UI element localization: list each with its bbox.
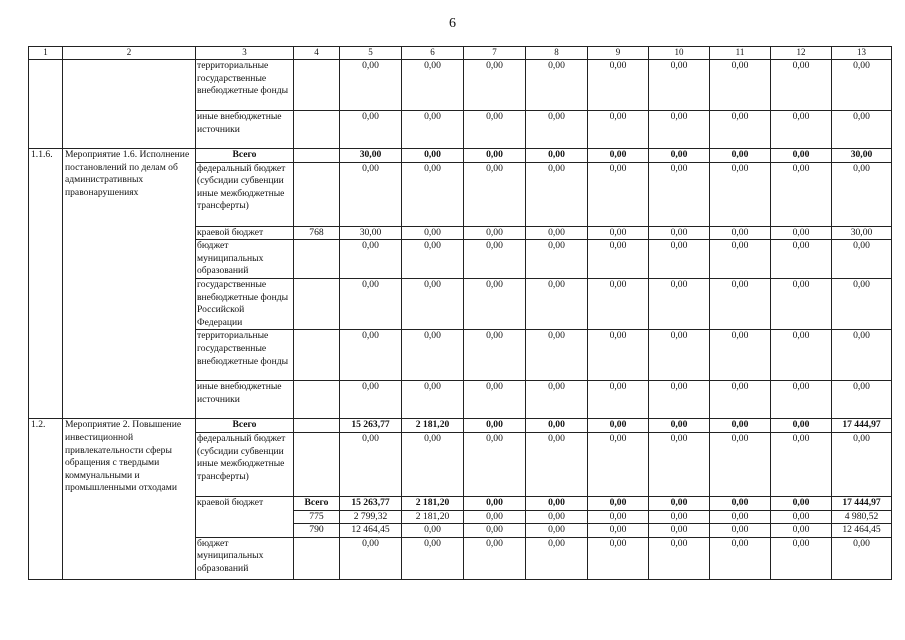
value-cell: 0,00 — [340, 278, 402, 329]
code-cell — [294, 537, 340, 579]
value-cell: 2 181,20 — [402, 419, 464, 433]
value-cell: 0,00 — [771, 60, 832, 111]
code-cell: 775 — [294, 510, 340, 524]
value-cell: 0,00 — [588, 432, 649, 496]
value-cell: 0,00 — [340, 537, 402, 579]
value-cell: 30,00 — [832, 149, 892, 163]
value-cell: 0,00 — [464, 111, 526, 149]
value-cell: 0,00 — [710, 510, 771, 524]
value-cell: 0,00 — [649, 226, 710, 240]
column-header: 7 — [464, 47, 526, 60]
value-cell: 0,00 — [588, 149, 649, 163]
value-cell: 0,00 — [402, 381, 464, 419]
value-cell: 0,00 — [526, 496, 588, 510]
value-cell: 0,00 — [649, 432, 710, 496]
value-cell: 0,00 — [588, 226, 649, 240]
value-cell: 0,00 — [649, 524, 710, 538]
value-cell: 0,00 — [464, 60, 526, 111]
value-cell: 0,00 — [588, 278, 649, 329]
value-cell: 0,00 — [771, 419, 832, 433]
value-cell: 0,00 — [526, 149, 588, 163]
item-number-cell — [29, 60, 63, 149]
code-cell — [294, 111, 340, 149]
value-cell: 0,00 — [771, 537, 832, 579]
value-cell: 0,00 — [832, 432, 892, 496]
total-label-cell: Всего — [196, 149, 294, 163]
value-cell: 0,00 — [771, 432, 832, 496]
column-header: 5 — [340, 47, 402, 60]
value-cell: 0,00 — [588, 381, 649, 419]
value-cell: 0,00 — [402, 162, 464, 226]
value-cell: 0,00 — [832, 537, 892, 579]
code-cell: Всего — [294, 496, 340, 510]
value-cell: 0,00 — [464, 381, 526, 419]
value-cell: 0,00 — [649, 537, 710, 579]
value-cell: 0,00 — [402, 111, 464, 149]
value-cell: 0,00 — [402, 537, 464, 579]
value-cell: 0,00 — [402, 226, 464, 240]
value-cell: 0,00 — [526, 381, 588, 419]
value-cell: 0,00 — [526, 537, 588, 579]
funding-source-cell: бюджет муниципальных образований — [196, 240, 294, 279]
value-cell: 0,00 — [710, 496, 771, 510]
code-cell — [294, 381, 340, 419]
value-cell: 0,00 — [710, 60, 771, 111]
value-cell: 12 464,45 — [340, 524, 402, 538]
value-cell: 0,00 — [588, 510, 649, 524]
code-cell — [294, 149, 340, 163]
value-cell: 0,00 — [464, 537, 526, 579]
value-cell: 0,00 — [464, 330, 526, 381]
value-cell: 0,00 — [710, 240, 771, 279]
value-cell: 0,00 — [649, 510, 710, 524]
value-cell: 0,00 — [464, 419, 526, 433]
value-cell: 0,00 — [710, 524, 771, 538]
value-cell: 0,00 — [588, 524, 649, 538]
value-cell: 0,00 — [771, 226, 832, 240]
value-cell: 0,00 — [710, 162, 771, 226]
value-cell: 0,00 — [710, 226, 771, 240]
value-cell: 0,00 — [771, 149, 832, 163]
column-header: 2 — [63, 47, 196, 60]
value-cell: 0,00 — [710, 381, 771, 419]
value-cell: 0,00 — [588, 162, 649, 226]
value-cell: 0,00 — [649, 149, 710, 163]
value-cell: 0,00 — [832, 330, 892, 381]
value-cell: 0,00 — [464, 432, 526, 496]
item-name-cell — [63, 60, 196, 149]
value-cell: 0,00 — [402, 240, 464, 279]
value-cell: 15 263,77 — [340, 496, 402, 510]
column-number-row — [29, 47, 892, 60]
item-name-cell: Мероприятие 1.6. Исполнение постановлений по делам об административных правонарушениях — [63, 149, 196, 419]
value-cell: 0,00 — [340, 330, 402, 381]
funding-source-cell: краевой бюджет — [196, 496, 294, 537]
value-cell: 0,00 — [649, 330, 710, 381]
value-cell: 0,00 — [464, 496, 526, 510]
value-cell: 0,00 — [526, 111, 588, 149]
code-cell — [294, 330, 340, 381]
value-cell: 0,00 — [832, 240, 892, 279]
item-name-cell: Мероприятие 2. Повышение инвестиционной привлекательности сферы обращения с твердыми коммунальными и промышленными отходами — [63, 419, 196, 579]
code-cell — [294, 162, 340, 226]
value-cell: 0,00 — [649, 60, 710, 111]
value-cell: 0,00 — [832, 381, 892, 419]
value-cell: 0,00 — [710, 432, 771, 496]
column-header: 9 — [588, 47, 649, 60]
funding-source-cell: государственные внебюджетные фонды Российской Федерации — [196, 278, 294, 329]
item-number-cell: 1.2. — [29, 419, 63, 579]
column-header: 1 — [29, 47, 63, 60]
value-cell: 0,00 — [588, 60, 649, 111]
value-cell: 0,00 — [588, 240, 649, 279]
column-header: 11 — [710, 47, 771, 60]
funding-source-cell: краевой бюджет — [196, 226, 294, 240]
value-cell: 0,00 — [340, 381, 402, 419]
value-cell: 0,00 — [710, 278, 771, 329]
value-cell: 17 444,97 — [832, 496, 892, 510]
column-header: 6 — [402, 47, 464, 60]
value-cell: 30,00 — [832, 226, 892, 240]
value-cell: 0,00 — [771, 278, 832, 329]
value-cell: 0,00 — [526, 162, 588, 226]
value-cell: 0,00 — [464, 240, 526, 279]
value-cell: 0,00 — [340, 162, 402, 226]
value-cell: 15 263,77 — [340, 419, 402, 433]
value-cell: 0,00 — [526, 240, 588, 279]
value-cell: 0,00 — [649, 381, 710, 419]
value-cell: 0,00 — [771, 496, 832, 510]
value-cell: 0,00 — [710, 149, 771, 163]
table-row — [29, 60, 892, 111]
value-cell: 0,00 — [771, 240, 832, 279]
column-header: 12 — [771, 47, 832, 60]
value-cell: 30,00 — [340, 149, 402, 163]
value-cell: 0,00 — [402, 278, 464, 329]
value-cell: 0,00 — [832, 162, 892, 226]
code-cell — [294, 278, 340, 329]
column-header: 13 — [832, 47, 892, 60]
value-cell: 0,00 — [340, 432, 402, 496]
value-cell: 0,00 — [340, 240, 402, 279]
value-cell: 0,00 — [340, 60, 402, 111]
value-cell: 0,00 — [832, 111, 892, 149]
value-cell: 0,00 — [832, 60, 892, 111]
value-cell: 0,00 — [771, 330, 832, 381]
code-cell — [294, 240, 340, 279]
value-cell: 0,00 — [526, 510, 588, 524]
value-cell: 0,00 — [464, 149, 526, 163]
value-cell: 0,00 — [649, 111, 710, 149]
code-cell: 768 — [294, 226, 340, 240]
value-cell: 0,00 — [588, 111, 649, 149]
code-cell: 790 — [294, 524, 340, 538]
funding-source-cell: территориальные государственные внебюджетные фонды — [196, 330, 294, 381]
value-cell: 0,00 — [526, 432, 588, 496]
funding-source-cell: территориальные государственные внебюджетные фонды — [196, 60, 294, 111]
funding-source-cell: иные внебюджетные источники — [196, 111, 294, 149]
value-cell: 0,00 — [526, 330, 588, 381]
total-label-cell: Всего — [196, 419, 294, 433]
value-cell: 0,00 — [340, 111, 402, 149]
value-cell: 0,00 — [588, 419, 649, 433]
value-cell: 0,00 — [710, 330, 771, 381]
value-cell: 0,00 — [402, 60, 464, 111]
column-header: 3 — [196, 47, 294, 60]
value-cell: 0,00 — [832, 278, 892, 329]
value-cell: 0,00 — [464, 278, 526, 329]
value-cell: 0,00 — [526, 278, 588, 329]
column-header: 10 — [649, 47, 710, 60]
value-cell: 0,00 — [771, 162, 832, 226]
value-cell: 0,00 — [464, 510, 526, 524]
funding-source-cell: бюджет муниципальных образований — [196, 537, 294, 579]
funding-source-cell: федеральный бюджет (субсидии субвенции иные межбюджетные трансферты) — [196, 162, 294, 226]
code-cell — [294, 60, 340, 111]
value-cell: 0,00 — [464, 162, 526, 226]
value-cell: 0,00 — [649, 496, 710, 510]
value-cell: 0,00 — [771, 510, 832, 524]
value-cell: 0,00 — [526, 226, 588, 240]
value-cell: 0,00 — [649, 278, 710, 329]
value-cell: 0,00 — [710, 537, 771, 579]
value-cell: 12 464,45 — [832, 524, 892, 538]
code-cell — [294, 419, 340, 433]
value-cell: 17 444,97 — [832, 419, 892, 433]
value-cell: 0,00 — [710, 111, 771, 149]
value-cell: 0,00 — [649, 240, 710, 279]
value-cell: 0,00 — [771, 524, 832, 538]
value-cell: 0,00 — [402, 524, 464, 538]
value-cell: 0,00 — [771, 111, 832, 149]
value-cell: 0,00 — [588, 496, 649, 510]
funding-source-cell: федеральный бюджет (субсидии субвенции иные межбюджетные трансферты) — [196, 432, 294, 496]
value-cell: 0,00 — [588, 537, 649, 579]
table-row — [29, 419, 892, 433]
value-cell: 0,00 — [710, 419, 771, 433]
page-number: 6 — [449, 16, 456, 31]
budget-table — [28, 46, 892, 580]
value-cell: 0,00 — [526, 524, 588, 538]
value-cell: 4 980,52 — [832, 510, 892, 524]
value-cell: 0,00 — [526, 419, 588, 433]
value-cell: 0,00 — [402, 330, 464, 381]
code-cell — [294, 432, 340, 496]
value-cell: 0,00 — [526, 60, 588, 111]
value-cell: 0,00 — [464, 524, 526, 538]
value-cell: 0,00 — [464, 226, 526, 240]
funding-source-cell: иные внебюджетные источники — [196, 381, 294, 419]
value-cell: 0,00 — [771, 381, 832, 419]
value-cell: 0,00 — [649, 419, 710, 433]
value-cell: 2 181,20 — [402, 510, 464, 524]
column-header: 4 — [294, 47, 340, 60]
value-cell: 0,00 — [402, 432, 464, 496]
value-cell: 0,00 — [588, 330, 649, 381]
value-cell: 0,00 — [649, 162, 710, 226]
value-cell: 30,00 — [340, 226, 402, 240]
table-row — [29, 149, 892, 163]
value-cell: 2 799,32 — [340, 510, 402, 524]
value-cell: 2 181,20 — [402, 496, 464, 510]
item-number-cell: 1.1.6. — [29, 149, 63, 419]
value-cell: 0,00 — [402, 149, 464, 163]
column-header: 8 — [526, 47, 588, 60]
